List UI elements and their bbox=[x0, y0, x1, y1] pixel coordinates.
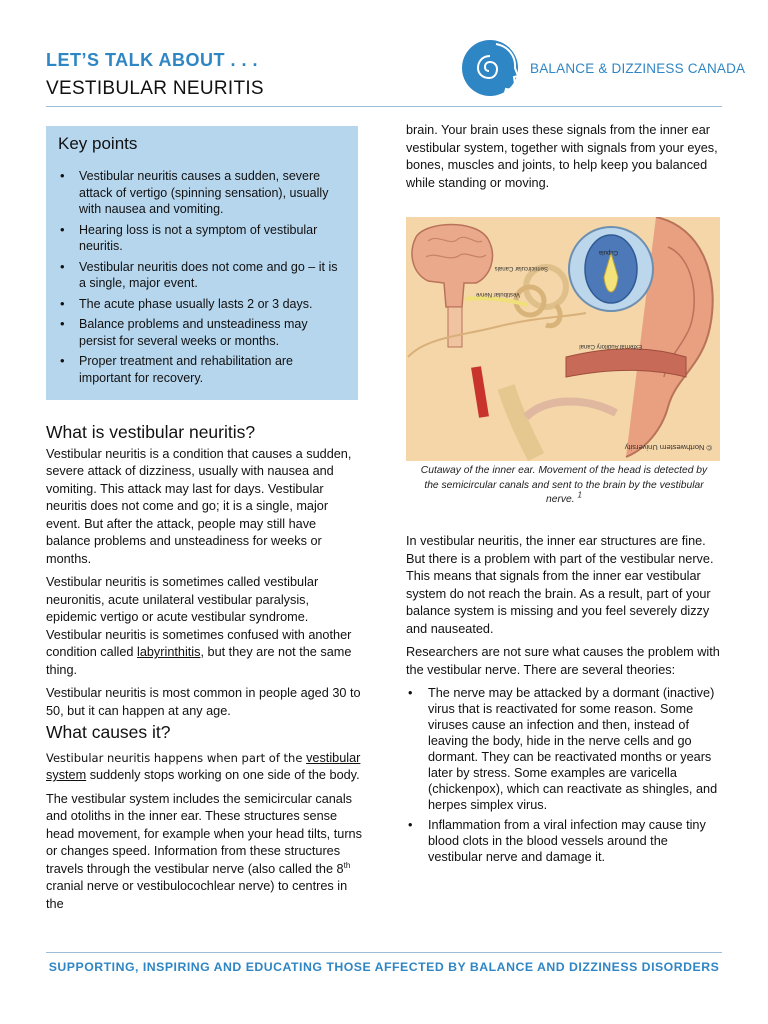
inner-ear-illustration bbox=[406, 217, 720, 461]
inner-ear-diagram-icon bbox=[406, 217, 720, 461]
neuritis-explanation-paragraph: In vestibular neuritis, the inner ear structures are fine. But there is a problem with part of the vestibular nerve. This means that signals from the inner ear vestibular system do not reach the brain. As a result, part of your balance system is missing and you feel severely dizzy and nauseated. bbox=[406, 534, 714, 636]
page-title: VESTIBULAR NEURITIS bbox=[46, 78, 264, 99]
key-points-title: Key points bbox=[58, 134, 138, 153]
footer-tagline: SUPPORTING, INSPIRING AND EDUCATING THOSE AFFECTED BY BALANCE AND DIZZINESS DISORDERS bbox=[48, 960, 720, 974]
label-semicircular-canals: Semicircular Canals bbox=[494, 265, 548, 271]
footer-divider bbox=[46, 952, 722, 953]
key-point-item: • Vestibular neuritis causes a sudden, severe attack of vertigo (spinning sensation), usually with nausea and vomiting. bbox=[58, 168, 346, 218]
key-point-item: • Balance problems and unsteadiness may persist for several weeks or months. bbox=[58, 316, 346, 349]
figure-caption: Cutaway of the inner ear. Movement of the head is detected by the semicircular canals and sent to the brain by the vestibular nerve. $^1$ bbox=[420, 465, 708, 505]
figure-credit: © Northwestern University bbox=[624, 443, 712, 452]
causes-paragraph-1: Vestibular neuritis happens when part of the vestibular system suddenly stops working on one side of the body. bbox=[46, 750, 361, 782]
header-kicker: LET’S TALK ABOUT . . . bbox=[46, 50, 258, 70]
right-column-bottom bbox=[406, 533, 722, 869]
vestibular-system-link[interactable]: vestibular system bbox=[46, 750, 361, 782]
organization-name: BALANCE & DIZZINESS CANADA bbox=[530, 61, 746, 76]
key-point-item: • The acute phase usually lasts 2 or 3 days. bbox=[58, 296, 346, 313]
what-is-paragraph-3: Vestibular neuritis is most common in people aged 30 to 50, but it can happen at any age. bbox=[46, 686, 361, 718]
label-vestibular-nerve: Vestibular Nerve bbox=[475, 291, 520, 297]
key-point-item: • Vestibular neuritis does not come and go – it is a single, major event. bbox=[58, 259, 346, 292]
key-points-list bbox=[58, 168, 346, 386]
theories-list bbox=[406, 685, 722, 865]
brain-signals-paragraph: brain. Your brain uses these signals from the inner ear vestibular system, together with signals from your eyes, bones, muscles and joints, to help keep you balanced while standing or moving. bbox=[406, 123, 718, 190]
key-point-item: • Hearing loss is not a symptom of vestibular neuritis. bbox=[58, 222, 346, 255]
what-is-paragraph-2: Vestibular neuritis is sometimes called vestibular neuronitis, acute unilateral vestibular paralysis, epidemic vertigo or acute vestibular syndrome. Vestibular neuritis is sometimes confused with another condition called labyrinthitis, but they are not the same thing. bbox=[46, 575, 352, 677]
theories-intro-paragraph: Researchers are not sure what causes the problem with the vestibular nerve. There are several theories: bbox=[406, 645, 720, 677]
label-external-auditory-canal: External Auditory Canal bbox=[579, 343, 642, 349]
key-point-item: • Proper treatment and rehabilitation are important for recovery. bbox=[58, 353, 346, 386]
left-column bbox=[46, 424, 362, 919]
theory-item: • Inflammation from a viral infection may cause tiny blood clots in the blood vessels around the vestibular nerve and damage it. bbox=[406, 817, 722, 865]
what-is-paragraph-1: Vestibular neuritis is a condition that causes a sudden, severe attack of dizziness, usually with nausea and vomiting. This attack may last for days. Vestibular neuritis does not come and go; it is a single, major event. But after the attack, people may still have balance problems and unsteadiness for weeks or months. bbox=[46, 446, 352, 566]
right-column-top bbox=[406, 122, 722, 198]
theory-item: • The nerve may be attacked by a dormant (inactive) virus that is reactivated for some reason. Some viruses cause an infection and then, instead of leaving the body, hide in the nerve cells and go dormant. They can be reactivated months or years later by stress. Some examples are varicella (chickenpox), which can reactivate as shingles, and herpes simplex virus. bbox=[406, 685, 722, 813]
what-is-heading: What is vestibular neuritis? bbox=[46, 422, 256, 442]
label-cupula: Cupula bbox=[598, 249, 618, 255]
key-points-box bbox=[46, 126, 358, 400]
header-divider bbox=[46, 106, 722, 107]
causes-paragraph-2: The vestibular system includes the semicircular canals and otoliths in the inner ear. These structures sense head movement, for example when your head tilts, turns or changes speed. Information from these structures travels through the vestibular nerve (also called the 8th cranial nerve or vestibulocochlear nerve) to centres in the bbox=[46, 791, 362, 911]
head-profile-logo-icon bbox=[460, 36, 522, 100]
what-causes-heading: What causes it? bbox=[46, 722, 171, 742]
labyrinthitis-link[interactable]: labyrinthitis bbox=[137, 645, 201, 659]
